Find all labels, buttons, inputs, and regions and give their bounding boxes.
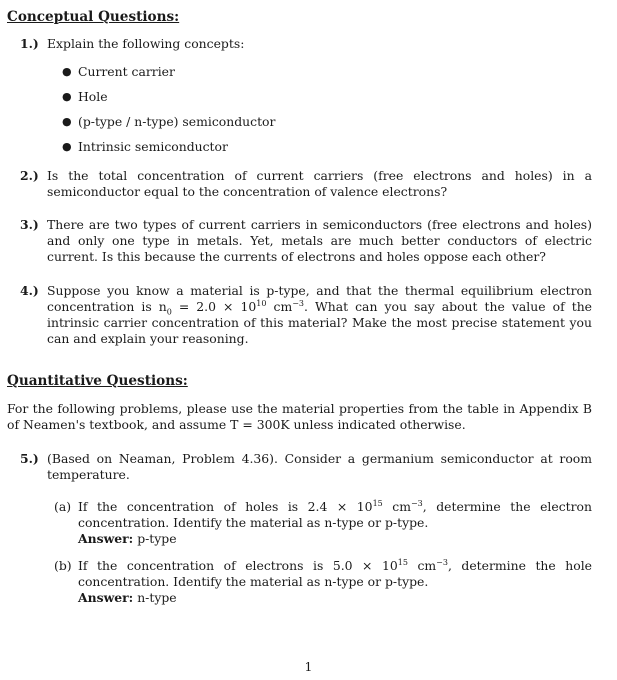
list-item <box>62 114 275 130</box>
bullet-icon: ● <box>62 65 72 78</box>
text-segment: If the concentration of electrons is 5.0 × 10 <box>78 558 398 573</box>
text-segment: Suppose you know a material is p-type, and that the thermal equilibrium electron concentration is n <box>47 283 592 314</box>
question-text <box>47 283 592 347</box>
question-1 <box>20 36 592 52</box>
exponent: −3 <box>436 557 448 567</box>
question-number: 2.) <box>20 168 39 183</box>
list-item <box>62 89 108 105</box>
exponent: −3 <box>292 298 304 308</box>
question-5-part-a <box>54 499 592 547</box>
subscript: 0 <box>166 307 172 317</box>
question-5 <box>20 451 592 483</box>
question-text: Is the total concentration of current carriers (free electrons and holes) in a semiconductor equal to the concentration of valence electrons? <box>47 168 592 199</box>
unit: cm <box>266 299 293 314</box>
answer-value: n-type <box>133 590 177 605</box>
question-2 <box>20 168 592 200</box>
question-text: There are two types of current carriers in semiconductors (free electrons and holes) and only one type in metals. Yet, metals are much better conductors of electric current. Is this because the currents of electrons and holes oppose each other? <box>47 217 592 264</box>
text-segment: = 2.0 × 10 <box>171 299 257 314</box>
list-item-label: Intrinsic semiconductor <box>78 139 228 154</box>
question-3 <box>20 217 592 265</box>
conceptual-heading: Conceptual Questions: <box>7 9 180 25</box>
unit: cm <box>407 558 437 573</box>
exponent: 15 <box>372 498 383 508</box>
answer-label: Answer: <box>78 531 134 546</box>
list-item <box>62 139 228 155</box>
part-label: (b) <box>54 558 72 573</box>
text-segment: , determine the hole concentration. Identify the material as n-type or p-type. <box>78 558 592 589</box>
question-number: 1.) <box>20 36 39 51</box>
list-item-label: Hole <box>78 89 108 104</box>
exponent: −3 <box>410 498 423 508</box>
quantitative-heading: Quantitative Questions: <box>7 373 188 389</box>
question-number: 5.) <box>20 451 39 466</box>
intro-paragraph: For the following problems, please use the material properties from the table in Appendix B of Neamen's textbook, and assume T = 300K unless indicated otherwise. <box>7 401 592 432</box>
answer-value: p-type <box>133 531 177 546</box>
bullet-icon: ● <box>62 90 72 103</box>
text-segment: , determine the electron concentration. Identify the material as n-type or p-type. <box>78 499 592 530</box>
question-5-part-b <box>54 558 592 606</box>
answer-line <box>78 590 592 606</box>
part-text <box>78 499 592 531</box>
list-item-label: (p-type / n-type) semiconductor <box>78 114 276 129</box>
question-number: 3.) <box>20 217 39 232</box>
exponent: 15 <box>397 557 408 567</box>
bullet-icon: ● <box>62 140 72 153</box>
bullet-icon: ● <box>62 115 72 128</box>
part-label: (a) <box>54 499 72 514</box>
answer-line <box>78 531 592 547</box>
answer-label: Answer: <box>78 590 134 605</box>
list-item-label: Current carrier <box>78 64 175 79</box>
text-segment: . What can you say about the value of the intrinsic carrier concentration of this material? Make the most precise statement you can and explain your reasoning. <box>47 299 593 346</box>
unit: cm <box>382 499 411 514</box>
page-number: 1 <box>304 659 313 674</box>
list-item <box>62 64 175 80</box>
text-segment: If the concentration of holes is 2.4 × 10 <box>78 499 373 514</box>
exponent: 10 <box>256 298 267 308</box>
question-number: 4.) <box>20 283 39 298</box>
question-4 <box>20 283 592 347</box>
question-text: Explain the following concepts: <box>47 36 245 51</box>
part-text <box>78 558 592 590</box>
question-text: (Based on Neaman, Problem 4.36). Consider a germanium semiconductor at room temperature. <box>47 451 592 482</box>
